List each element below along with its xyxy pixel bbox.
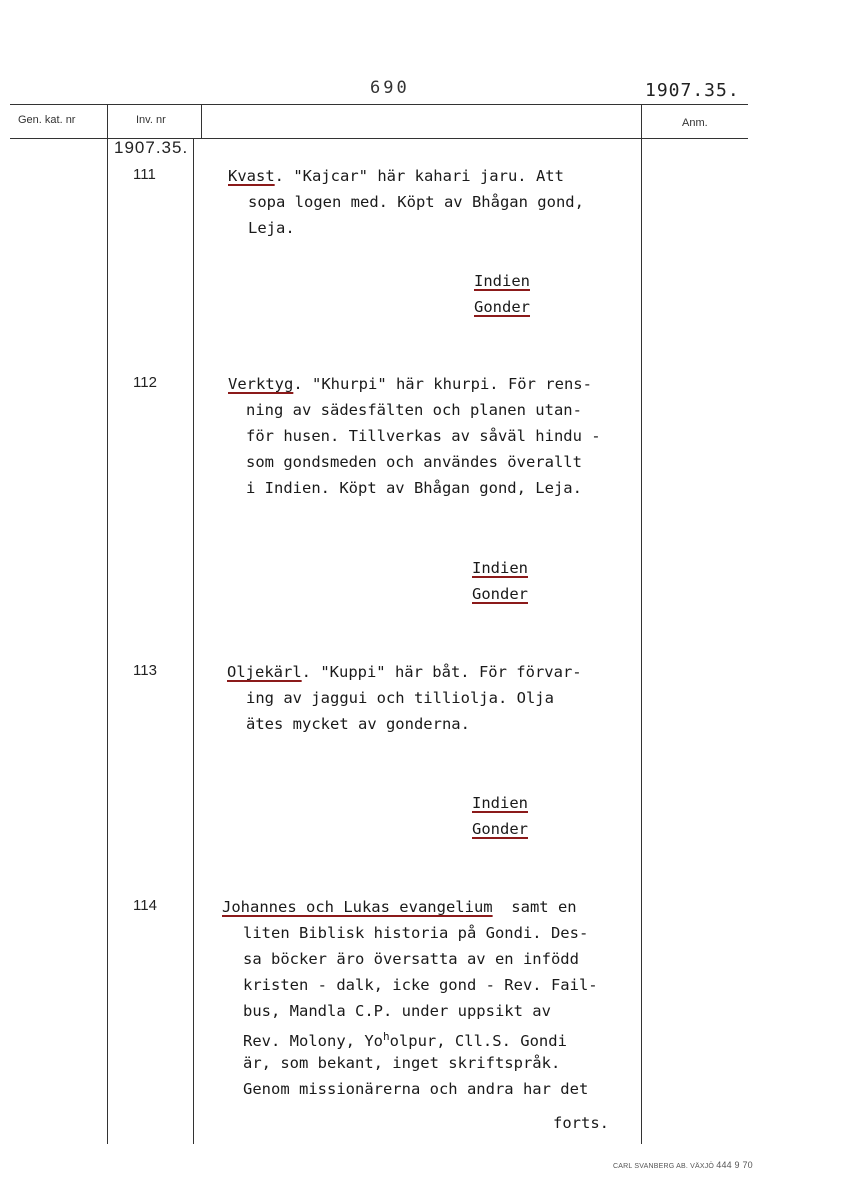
- entry-number: 113: [133, 662, 157, 679]
- entry-line: Leja.: [248, 219, 295, 237]
- entry-title: Oljekärl: [227, 663, 302, 681]
- entry-country: Indien: [474, 272, 530, 290]
- column-header-anm: Anm.: [682, 117, 708, 129]
- entry-people: Gonder: [474, 298, 530, 316]
- entry-number: 111: [133, 166, 156, 183]
- continued-marker: forts.: [553, 1114, 609, 1132]
- entry-line: i Indien. Köpt av Bhågan gond, Leja.: [246, 479, 582, 497]
- entry-number: 114: [133, 897, 157, 914]
- entry-line: är, som bekant, inget skriftspråk.: [243, 1054, 561, 1072]
- inventory-prefix: 1907.35.: [114, 138, 189, 157]
- entry-description: [228, 371, 592, 397]
- entry-line: Rev. Molony, Yo: [243, 1032, 383, 1050]
- column-divider-inv-text-header: [201, 104, 202, 138]
- page-number: 690: [370, 78, 410, 98]
- entry-description: [228, 163, 564, 189]
- entry-country: Indien: [472, 794, 528, 812]
- entry-country: Indien: [472, 559, 528, 577]
- entry-line: . "Kajcar" här kahari jaru. Att: [274, 167, 564, 185]
- catalog-reference: 1907.35.: [645, 80, 740, 101]
- entry-line: ing av jaggui och tilliolja. Olja: [246, 689, 554, 707]
- printer-name: CARL SVANBERG AB. VÄXJÖ: [613, 1163, 715, 1170]
- entry-line: . "Khurpi" här khurpi. För rens-: [293, 375, 592, 393]
- form-code: 444 9 70: [716, 1160, 753, 1170]
- entry-line: sopa logen med. Köpt av Bhågan gond,: [248, 193, 584, 211]
- entry-line: bus, Mandla C.P. under uppsikt av: [243, 1002, 551, 1020]
- entry-line: kristen - dalk, icke gond - Rev. Fail-: [243, 976, 598, 994]
- entry-line: ning av sädesfälten och planen utan-: [246, 401, 582, 419]
- entry-people: Gonder: [472, 820, 528, 838]
- entry-line: som gondsmeden och användes överallt: [246, 453, 582, 471]
- entry-description: [227, 659, 582, 685]
- entry-line: för husen. Tillverkas av såväl hindu -: [246, 427, 601, 445]
- column-divider-gen-inv: [107, 104, 108, 1144]
- entry-title: Verktyg: [228, 375, 294, 393]
- printer-imprint: [613, 1160, 753, 1170]
- entry-people: Gonder: [472, 585, 528, 603]
- entry-line: olpur, Cll.S. Gondi: [389, 1032, 567, 1050]
- column-header-inv-nr: Inv. nr: [136, 114, 166, 126]
- entry-line: liten Biblisk historia på Gondi. Des-: [243, 924, 589, 942]
- entry-line: Genom missionärerna och andra har det: [243, 1080, 589, 1098]
- entry-title: Kvast: [228, 167, 275, 185]
- column-header-gen-kat-nr: Gen. kat. nr: [18, 114, 76, 126]
- entry-line: samt en: [492, 898, 577, 916]
- column-divider-text-anm: [641, 104, 642, 1144]
- handwritten-correction: h: [382, 1030, 390, 1043]
- header-top-rule: [10, 104, 748, 105]
- entry-title: Johannes och Lukas evangelium: [222, 898, 493, 916]
- entry-line: sa böcker äro översatta av en infödd: [243, 950, 579, 968]
- entry-number: 112: [133, 374, 157, 391]
- entry-line: . "Kuppi" här båt. För förvar-: [301, 663, 582, 681]
- column-divider-inv-text: [193, 138, 194, 1144]
- entry-line: ätes mycket av gonderna.: [246, 715, 470, 733]
- entry-description: [222, 894, 577, 920]
